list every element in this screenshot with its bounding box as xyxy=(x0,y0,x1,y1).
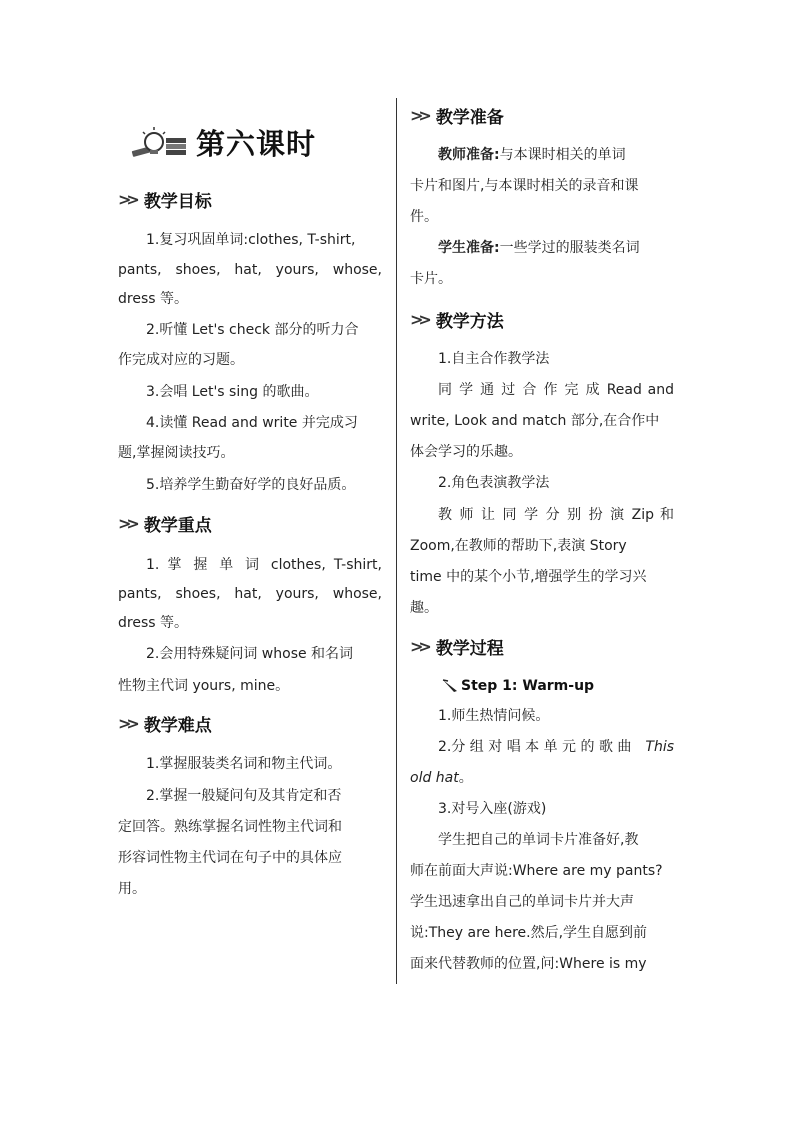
section-heading-preparation xyxy=(410,103,504,127)
text-line: 说:They are here.然后,学生自愿到前 xyxy=(410,925,648,941)
text-line: 2.角色表演教学法 xyxy=(438,475,550,491)
text-line xyxy=(410,739,674,755)
double-chevron-icon: >> xyxy=(118,713,135,733)
quill-pen-icon xyxy=(442,679,458,693)
text-line: 卡片。 xyxy=(410,271,452,287)
teacher-prep-label: 教师准备: xyxy=(438,147,500,163)
text-line: pants, shoes, hat, yours, whose, xyxy=(118,586,382,602)
text-line: 师在前面大声说:Where are my pants? xyxy=(410,863,663,879)
text-line: 学生把自己的单词卡片准备好,教 xyxy=(438,832,639,848)
text-line: 学生迅速拿出自己的单词卡片并大声 xyxy=(410,894,634,910)
double-chevron-icon: >> xyxy=(118,513,135,533)
text-line: 1. 掌 握 单 词 clothes, T-shirt, xyxy=(146,557,382,573)
text-line: 体会学习的乐趣。 xyxy=(410,444,522,460)
section-title: 教学方法 xyxy=(435,311,504,332)
text-span: 一些学过的服装类名词 xyxy=(499,240,640,256)
section-heading-key-points xyxy=(118,511,212,535)
double-chevron-icon: >> xyxy=(410,309,427,329)
text-span: 与本课时相关的单词 xyxy=(499,147,626,163)
text-line: 5.培养学生勤奋好学的良好品质。 xyxy=(146,477,356,493)
text-line xyxy=(410,770,473,786)
text-line xyxy=(410,147,626,163)
text-line: 件。 xyxy=(410,209,438,225)
song-title-italic: old hat xyxy=(410,770,459,786)
text-line: 3.对号入座(游戏) xyxy=(438,801,547,817)
page-title: 第六课时 xyxy=(196,126,317,161)
section-title: 教学准备 xyxy=(435,107,504,128)
text-line: dress 等。 xyxy=(118,615,188,631)
text-line: 定回答。熟练掌握名词性物主代词和 xyxy=(118,819,342,835)
text-span: 。 xyxy=(458,770,473,786)
text-line: 用。 xyxy=(118,881,146,897)
section-heading-difficulties xyxy=(118,711,212,735)
step-heading xyxy=(442,677,594,695)
text-line: 4.读懂 Read and write 并完成习 xyxy=(146,415,358,431)
text-line: 3.会唱 Let's sing 的歌曲。 xyxy=(146,384,319,400)
lesson-title-block xyxy=(130,120,316,164)
section-title: 教学难点 xyxy=(143,715,212,736)
text-line: Zoom,在教师的帮助下,表演 Story xyxy=(410,538,627,554)
section-title: 教学过程 xyxy=(435,638,504,659)
text-line: 1.复习巩固单词:clothes, T-shirt, xyxy=(146,232,356,248)
text-line: 同 学 通 过 合 作 完 成 Read and xyxy=(438,382,674,398)
text-line: 2.听懂 Let's check 部分的听力合 xyxy=(146,322,359,338)
text-line: 作完成对应的习题。 xyxy=(118,352,244,368)
song-title-italic: This xyxy=(645,739,674,755)
text-line: time 中的某个小节,增强学生的学习兴 xyxy=(410,569,647,585)
text-line: 性物主代词 yours, mine。 xyxy=(118,678,290,694)
lightbulb-books-icon xyxy=(130,124,188,160)
student-prep-label: 学生准备: xyxy=(438,240,500,256)
text-line xyxy=(410,240,640,256)
text-line: 教 师 让 同 学 分 别 扮 演 Zip 和 xyxy=(438,507,674,523)
double-chevron-icon: >> xyxy=(410,105,427,125)
double-chevron-icon: >> xyxy=(118,189,135,209)
section-heading-methods xyxy=(410,307,504,331)
text-line: pants, shoes, hat, yours, whose, xyxy=(118,262,382,278)
column-divider xyxy=(396,98,397,984)
step-title: Step 1: Warm-up xyxy=(461,678,595,694)
text-line: 题,掌握阅读技巧。 xyxy=(118,445,235,461)
text-line: 趣。 xyxy=(410,600,438,616)
text-line: 1.自主合作教学法 xyxy=(438,351,550,367)
section-heading-process xyxy=(410,634,504,658)
text-line: write, Look and match 部分,在合作中 xyxy=(410,413,660,429)
double-chevron-icon: >> xyxy=(410,636,427,656)
text-line: 形容词性物主代词在句子中的具体应 xyxy=(118,850,342,866)
text-line: 2.会用特殊疑问词 whose 和名词 xyxy=(146,646,354,662)
text-line: 2.掌握一般疑问句及其肯定和否 xyxy=(146,788,342,804)
section-heading-goals xyxy=(118,187,212,211)
text-line: 面来代替教师的位置,问:Where is my xyxy=(410,956,647,972)
text-line: 卡片和图片,与本课时相关的录音和课 xyxy=(410,178,639,194)
text-line: 1.师生热情问候。 xyxy=(438,708,550,724)
text-span: 2.分 组 对 唱 本 单 元 的 歌 曲 xyxy=(438,739,632,755)
section-title: 教学目标 xyxy=(143,191,212,212)
text-line: dress 等。 xyxy=(118,291,188,307)
section-title: 教学重点 xyxy=(143,515,212,536)
text-line: 1.掌握服装类名词和物主代词。 xyxy=(146,756,342,772)
